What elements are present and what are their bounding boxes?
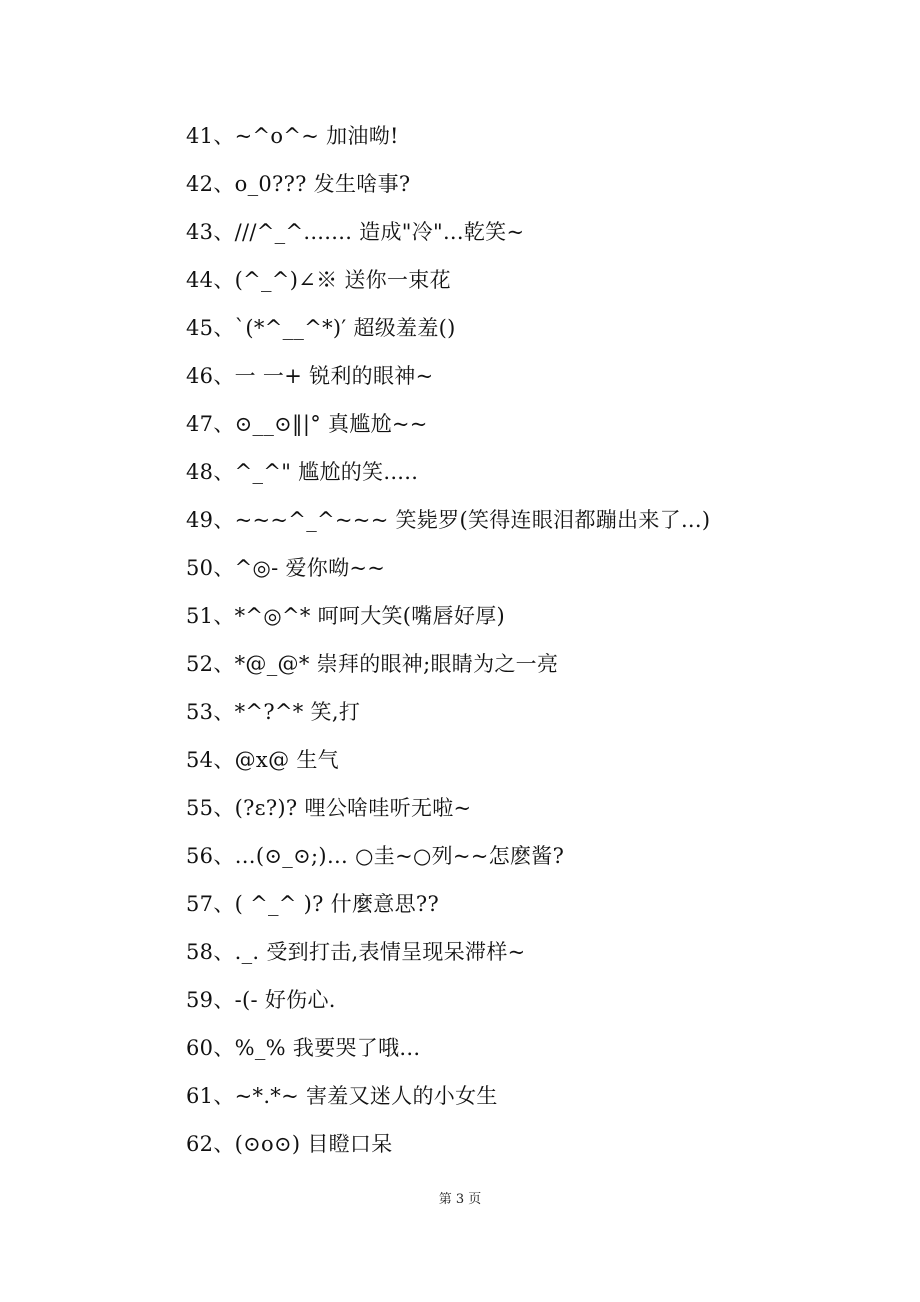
list-item: 52、*@_@* 崇拜的眼神;眼睛为之一亮 [186, 652, 559, 676]
emoticon-list [186, 112, 886, 1168]
page-number: 第 3 页 [438, 1192, 482, 1207]
list-item: 61、~*.*~ 害羞又迷人的小女生 [186, 1084, 498, 1108]
list-item: 54、@x@ 生气 [186, 748, 339, 772]
list-item: 51、*^◎^* 呵呵大笑(嘴唇好厚) [186, 604, 505, 628]
list-item: 48、^_^" 尴尬的笑..... [186, 460, 419, 484]
list-item: 46、一 一+ 锐利的眼神~ [186, 364, 434, 388]
list-item: 62、(⊙o⊙) 目瞪口呆 [186, 1132, 393, 1156]
list-item: 59、-(- 好伤心. [186, 988, 336, 1012]
list-item: 44、(^_^)∠※ 送你一束花 [186, 268, 451, 292]
list-item: 50、^◎- 爱你呦~~ [186, 556, 386, 580]
list-item: 45、`(*^__^*)′ 超级羞羞() [186, 316, 456, 340]
list-item: 58、._. 受到打击,表情呈现呆滞样~ [186, 940, 526, 964]
list-item: 49、~~~^_^~~~ 笑毙罗(笑得连眼泪都蹦出来了...) [186, 508, 711, 532]
list-item: 55、(?ε?)? 哩公啥哇听无啦~ [186, 796, 472, 820]
list-item: 41、~^o^~ 加油呦! [186, 124, 399, 148]
list-item: 43、///^_^....... 造成"冷"...乾笑~ [186, 220, 525, 244]
list-item: 53、*^?^* 笑,打 [186, 700, 361, 724]
list-item: 57、( ^_^ )? 什麼意思?? [186, 892, 440, 916]
list-item: 42、o_0??? 发生啥事? [186, 172, 411, 196]
list-item: 60、%_% 我要哭了哦... [186, 1036, 421, 1060]
list-item: 47、⊙__⊙‖|° 真尴尬~~ [186, 412, 428, 436]
list-item: 56、…(⊙_⊙;)… ○圭~○列~~怎麽酱? [186, 844, 565, 868]
